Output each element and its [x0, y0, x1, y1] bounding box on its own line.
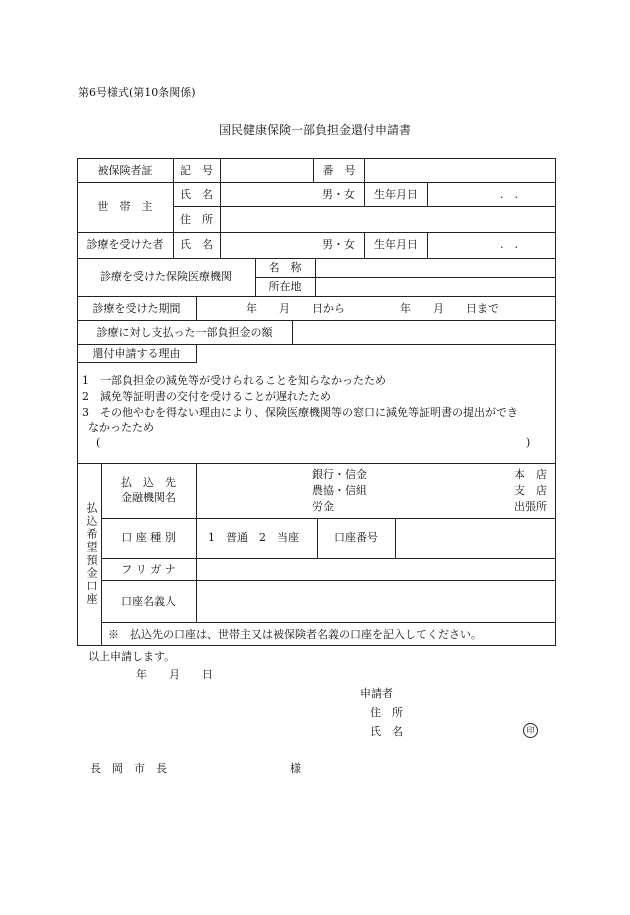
- period-to-field[interactable]: 年 月 日まで: [400, 302, 499, 315]
- applicant-address-field[interactable]: [416, 705, 546, 721]
- reason-option-2[interactable]: 2 減免等証明書の交付を受けることが遅れたため: [82, 390, 331, 403]
- patient-name-label: 氏 名: [180, 238, 213, 251]
- reason-open-paren: (: [96, 436, 101, 449]
- patient-dob-field[interactable]: . .: [500, 238, 518, 251]
- applicant-label: 申請者: [360, 687, 393, 700]
- reason-option-3-cont: なかったため: [88, 421, 154, 434]
- patient-sex-select[interactable]: 男・女: [322, 238, 355, 251]
- patient-dob-label: 生年月日: [374, 238, 418, 251]
- branch-name-field[interactable]: [372, 464, 512, 517]
- bank-dest-label-2: 金融機関名: [121, 491, 176, 504]
- declaration-text: 以上申請します。: [88, 650, 176, 663]
- hoh-dob-label: 生年月日: [374, 188, 418, 201]
- head-of-household-label: 世 帯 主: [97, 200, 153, 213]
- furigana-label: フ リ ガ ナ: [121, 563, 176, 576]
- hoh-address-field[interactable]: [221, 207, 555, 231]
- account-holder-field[interactable]: [197, 581, 555, 622]
- symbol-field[interactable]: [221, 159, 313, 182]
- bank-dest-label-1: 払 込 先: [121, 476, 176, 489]
- hoh-address-label: 住 所: [180, 213, 213, 226]
- hoh-name-field[interactable]: [221, 183, 321, 206]
- branch-type-main[interactable]: 本 店: [514, 468, 547, 481]
- bank-name-field[interactable]: [197, 464, 307, 517]
- institution-name-label: 名 称: [268, 261, 302, 274]
- institution-name-field[interactable]: [316, 259, 555, 277]
- page-title: 国民健康保険一部負担金還付申請書: [218, 123, 411, 137]
- reason-other-field[interactable]: [106, 436, 520, 450]
- number-field[interactable]: [365, 159, 555, 182]
- bank-type-agri[interactable]: 農協・信組: [312, 484, 367, 497]
- reason-option-3[interactable]: 3 その他やむを得ない理由により、保険医療機関等の窓口に減免等証明書の提出ができ: [82, 406, 518, 419]
- reason-close-paren: ): [526, 436, 531, 449]
- account-number-label: 口座番号: [334, 531, 378, 544]
- institution-location-label: 所在地: [268, 280, 302, 293]
- application-date-field[interactable]: 年 月 日: [136, 668, 213, 681]
- furigana-field[interactable]: [197, 559, 555, 580]
- account-type-options[interactable]: 1 普通 2 当座: [208, 531, 299, 544]
- applicant-name-field[interactable]: [416, 724, 516, 740]
- addressee: 長 岡 市 長: [90, 762, 167, 775]
- patient-name-field[interactable]: [221, 233, 321, 257]
- paid-amount-field[interactable]: [293, 321, 555, 344]
- paid-amount-label: 診療に対し支払った一部負担金の額: [96, 326, 273, 339]
- bank-note: ※ 払込先の口座は、世帯主又は被保険者名義の口座を記入してください。: [108, 628, 482, 641]
- symbol-label: 記 号: [180, 164, 213, 177]
- hoh-name-label: 氏 名: [180, 188, 213, 201]
- form-number: 第6号様式(第10条関係): [78, 86, 196, 99]
- branch-type-office[interactable]: 出張所: [514, 500, 547, 513]
- reason-label: 還付申請する理由: [92, 347, 181, 360]
- account-number-field[interactable]: [396, 519, 555, 558]
- bank-type-bank[interactable]: 銀行・信金: [312, 468, 367, 481]
- number-label: 番 号: [322, 164, 356, 177]
- seal-mark: 印: [523, 723, 538, 738]
- period-label: 診療を受けた期間: [92, 302, 181, 315]
- bank-type-labor[interactable]: 労金: [312, 500, 334, 513]
- institution-location-field[interactable]: [316, 278, 555, 296]
- bank-section-label: 払込希望預金口座: [85, 502, 98, 606]
- institution-label: 診療を受けた保険医療機関: [100, 270, 232, 283]
- hoh-sex-select[interactable]: 男・女: [322, 188, 355, 201]
- account-holder-label: 口座名義人: [121, 595, 176, 608]
- applicant-name-label: 氏 名: [370, 725, 403, 738]
- reason-option-1[interactable]: 1 一部負担金の減免等が受けられることを知らなかったため: [82, 374, 386, 387]
- hoh-dob-field[interactable]: . .: [500, 188, 518, 201]
- period-from-field[interactable]: 年 月 日から: [246, 302, 345, 315]
- applicant-address-label: 住 所: [370, 706, 403, 719]
- insured-card-label: 被保険者証: [97, 164, 153, 177]
- branch-type-branch[interactable]: 支 店: [514, 484, 547, 497]
- account-type-label: 口 座 種 別: [121, 531, 176, 544]
- patient-label: 診療を受けた者: [86, 238, 164, 251]
- honorific: 様: [290, 762, 301, 775]
